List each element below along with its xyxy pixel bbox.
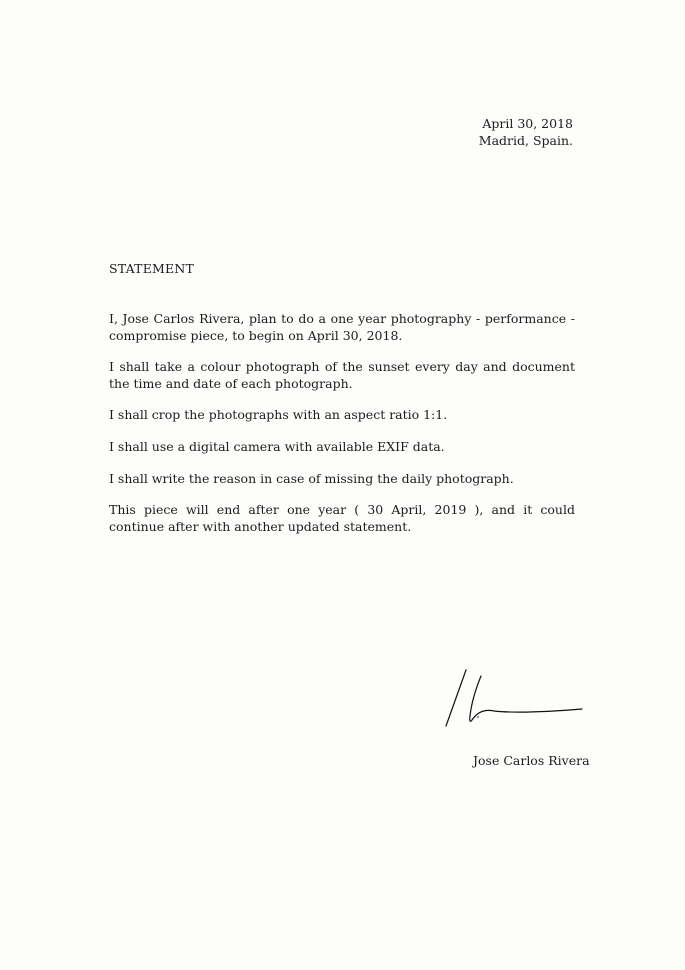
statement-body xyxy=(109,311,575,550)
paragraph: I, Jose Carlos Rivera, plan to do a one year photography - performance - compromise piece, to begin on April 30, 2018. xyxy=(109,311,575,343)
paragraph: This piece will end after one year ( 30 April, 2019 ), and it could continue after with another updated statement. xyxy=(109,502,575,534)
date-location-block xyxy=(479,115,573,149)
document-location: Madrid, Spain. xyxy=(478,133,573,148)
paragraph: I shall crop the photographs with an aspect ratio 1:1. xyxy=(109,407,448,423)
statement-title: STATEMENT xyxy=(109,261,195,276)
document-date: April 30, 2018 xyxy=(482,116,573,131)
signer-name: Jose Carlos Rivera xyxy=(473,753,590,768)
paragraph: I shall write the reason in case of missing the daily photograph. xyxy=(109,470,514,486)
paragraph: I shall use a digital camera with available EXIF data. xyxy=(109,438,445,454)
handwritten-signature xyxy=(442,668,587,730)
paragraph: I shall take a colour photograph of the sunset every day and document the time and date of each photograph. xyxy=(109,359,575,391)
